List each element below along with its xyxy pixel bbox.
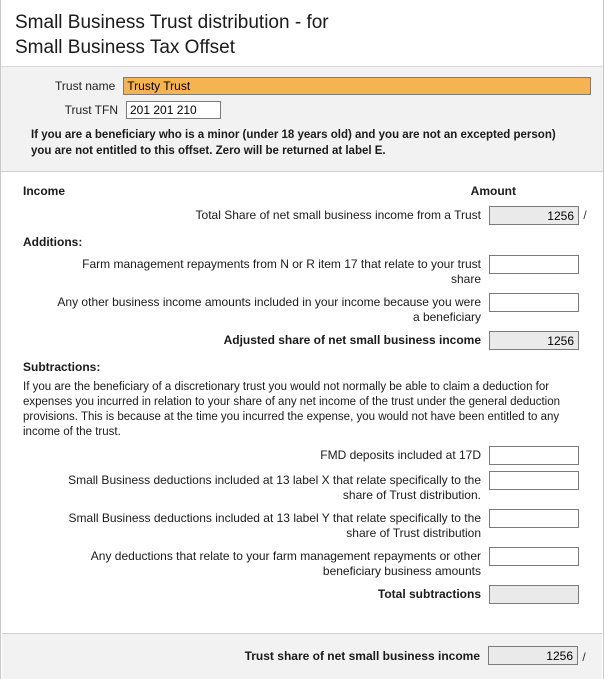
page-title-line2: Small Business Tax Offset xyxy=(15,37,236,58)
trust-tfn-row xyxy=(13,101,591,119)
additions-row-1 xyxy=(13,255,591,287)
adjusted-share-label: Adjusted share of net small business income xyxy=(223,333,481,347)
subtractions-input-1[interactable] xyxy=(489,446,579,465)
total-share-value: 1256 xyxy=(489,206,579,225)
subtractions-row-3 xyxy=(13,509,591,541)
income-section-header xyxy=(23,184,591,198)
additions-heading: Additions: xyxy=(23,235,83,249)
total-share-label: Total Share of net small business income from a Trust xyxy=(195,208,481,222)
subtractions-input-3[interactable] xyxy=(489,509,579,528)
trust-tfn-input[interactable] xyxy=(126,101,221,119)
minor-beneficiary-notice xyxy=(31,127,591,159)
notice-line-1: If you are a beneficiary who is a minor (under 18 years old) and you are not an excepted person) xyxy=(31,129,556,141)
trust-share-total-value: 1256 xyxy=(488,646,578,665)
subtractions-input-4[interactable] xyxy=(489,547,579,566)
trust-share-total-panel xyxy=(2,633,602,679)
total-share-slash: / xyxy=(583,208,587,222)
additions-label-1: Farm management repayments from N or R item 17 that relate to your trust share xyxy=(82,257,481,286)
subtractions-row-4 xyxy=(13,547,591,579)
trust-details-panel xyxy=(1,66,603,172)
subtractions-input-2[interactable] xyxy=(489,471,579,490)
subtractions-heading: Subtractions: xyxy=(23,360,101,374)
trust-share-total-slash: / xyxy=(582,649,586,664)
trust-name-label: Trust name xyxy=(55,79,116,93)
amount-column-heading: Amount xyxy=(470,184,516,198)
additions-label-2: Any other business income amounts included in your income because you were a beneficiary xyxy=(57,295,481,324)
total-subtractions-row xyxy=(13,585,591,604)
subtractions-paragraph: If you are the beneficiary of a discretionary trust you would not normally be able to claim a deduction for expenses you incurred in relation to your share of any net income of the trust under the general deduction provisions. This is because at the time you incurred the expense, you would not have been entitled to any income of the trust. xyxy=(23,381,560,438)
trust-name-input[interactable] xyxy=(123,77,591,95)
income-heading: Income xyxy=(23,184,66,198)
additions-row-2 xyxy=(13,293,591,325)
trust-share-total-row xyxy=(14,646,590,665)
total-share-row xyxy=(13,206,591,225)
trust-name-row xyxy=(13,77,591,95)
page-title-block xyxy=(1,0,603,66)
trust-tfn-label: Trust TFN xyxy=(64,103,118,117)
page-title-line1: Small Business Trust distribution - for xyxy=(15,12,329,33)
notice-line-2: you are not entitled to this offset. Zero will be returned at label E. xyxy=(31,145,386,157)
adjusted-share-row xyxy=(13,331,591,350)
total-subtractions-value xyxy=(489,585,579,604)
additions-input-2[interactable] xyxy=(489,293,579,312)
subtractions-row-2 xyxy=(13,471,591,503)
additions-input-1[interactable] xyxy=(489,255,579,274)
adjusted-share-value: 1256 xyxy=(489,331,579,350)
subtractions-label-3: Small Business deductions included at 13 label Y that relate specifically to the share of Trust distribution xyxy=(68,511,481,540)
subtractions-label-2: Small Business deductions included at 13 label X that relate specifically to the share of Trust distribution. xyxy=(68,473,481,502)
subtractions-label-1: FMD deposits included at 17D xyxy=(320,448,481,462)
total-subtractions-label: Total subtractions xyxy=(377,587,481,601)
calculation-body xyxy=(1,172,603,604)
subtractions-label-4: Any deductions that relate to your farm management repayments or other beneficiary business amounts xyxy=(90,549,481,578)
subtractions-row-1 xyxy=(13,446,591,465)
trust-share-total-label: Trust share of net small business income xyxy=(244,649,480,663)
